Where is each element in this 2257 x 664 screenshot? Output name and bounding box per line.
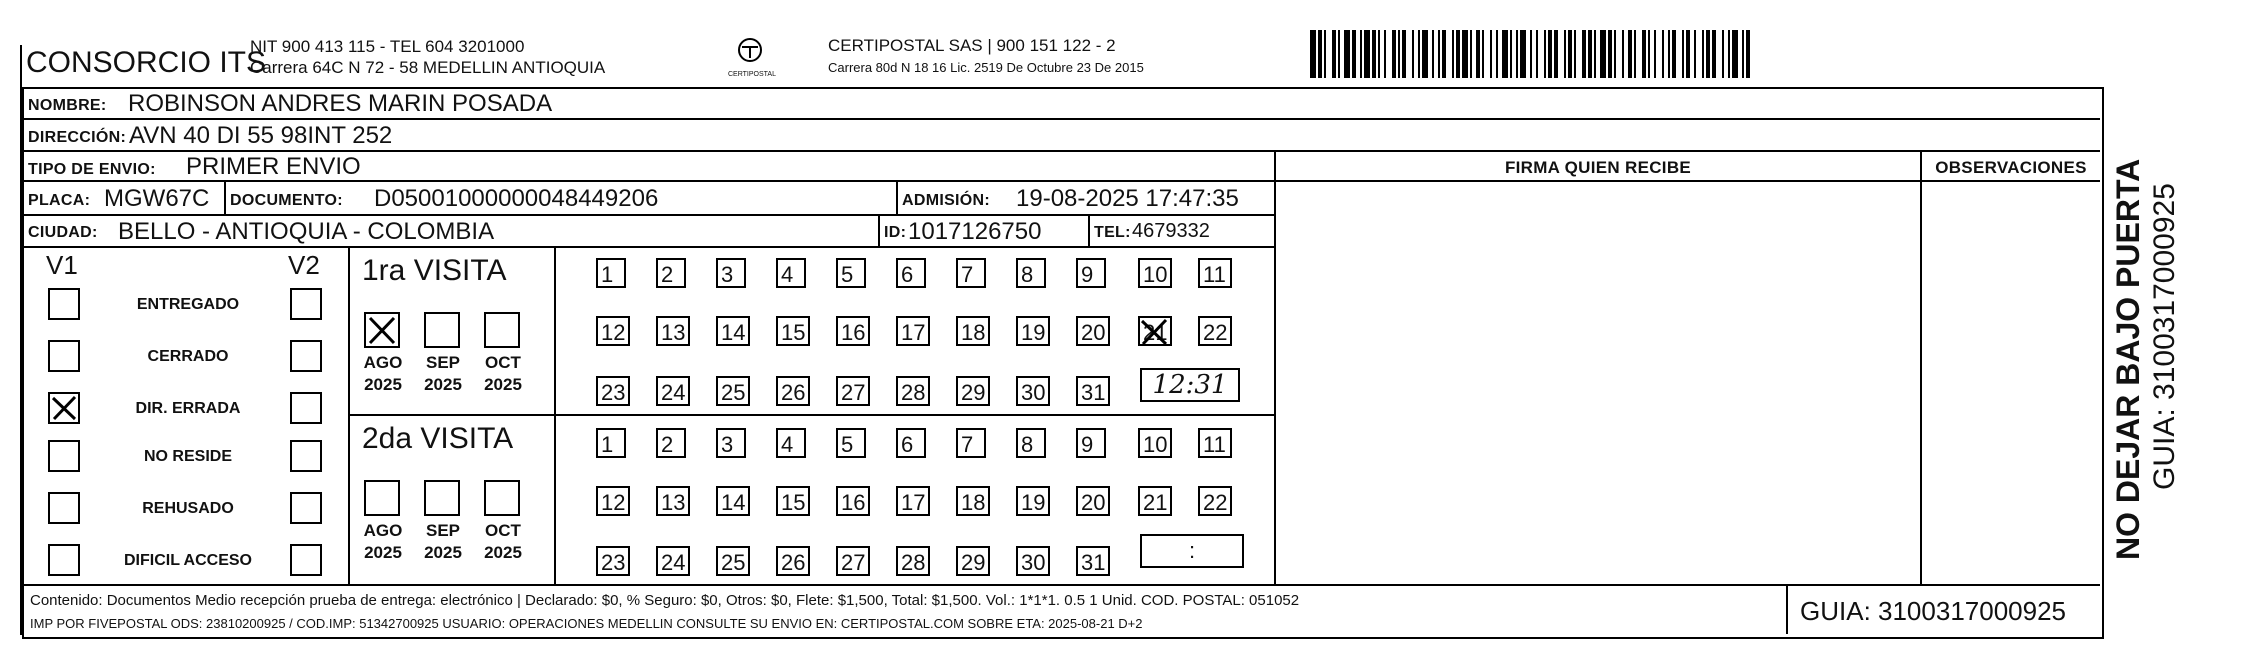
barcode [1310,30,1950,78]
month-label: AGO [363,353,403,372]
carrier-name: CERTIPOSTAL SAS | 900 151 122 - 2 [828,36,1116,55]
day-box[interactable]: 15 [776,316,810,346]
month-checkbox[interactable] [424,312,460,348]
divider [224,182,226,214]
obs-divider [1920,152,1922,584]
day-box[interactable]: 23 [596,546,630,576]
day-box[interactable]: 10 [1138,428,1172,458]
contenido-text: Contenido: Documentos Medio recepción prueba de entrega: electrónico | Declarado: $0, % Seguro: $0, Otros: $0, Flete: $1,500, Total: $1,500. Vol.: 1*1*1. 0.5 1 Unid. COD. POSTAL: 051052 [30,592,1300,609]
tipo-value: PRIMER ENVIO [186,153,361,180]
day-box[interactable]: 18 [956,486,990,516]
divider [896,182,898,214]
company-nit: NIT 900 413 115 - TEL 604 3201000 [250,37,525,56]
day-box[interactable]: 19 [1016,316,1050,346]
admision-value: 19-08-2025 17:47:35 [1016,185,1239,212]
day-box[interactable]: 16 [836,316,870,346]
row-ciudad [24,216,1274,248]
status-label: REHUSADO [142,500,234,517]
day-box[interactable]: 23 [596,376,630,406]
firma-header-line [1276,180,2100,182]
placa-value: MGW67C [104,185,210,212]
v2-checkbox[interactable] [290,440,322,472]
day-box[interactable]: 13 [656,316,690,346]
row-nombre [24,88,2100,120]
day-box[interactable]: 6 [896,258,926,288]
documento-value: D05001000000048449206 [374,185,659,212]
month-label: SEP [425,521,461,540]
v1-checkbox[interactable] [48,440,80,472]
company-address: Carrera 64C N 72 - 58 MEDELLIN ANTIOQUIA [250,58,606,77]
day-box[interactable]: 9 [1076,428,1106,458]
month-checkbox[interactable] [424,480,460,516]
status-label: DIFICIL ACCESO [123,552,252,569]
v2-checkbox[interactable] [290,392,322,424]
direccion-label: DIRECCIÓN: [28,129,127,146]
day-box[interactable]: 17 [896,486,930,516]
placa-label: PLACA: [28,192,91,209]
day-box[interactable]: 15 [776,486,810,516]
observaciones-label: OBSERVACIONES [1935,158,2087,177]
day-box[interactable]: 24 [656,546,690,576]
year-label: 2025 [424,543,462,562]
tel-label: TEL: [1094,224,1131,241]
month-label: AGO [363,521,403,540]
day-box[interactable]: 19 [1016,486,1050,516]
day-box[interactable]: 25 [716,546,750,576]
day-box[interactable]: 13 [656,486,690,516]
carrier-license: Carrera 80d N 18 16 Lic. 2519 De Octubre 23 De 2015 [828,60,1144,75]
day-box[interactable]: 20 [1076,486,1110,516]
first-visit-title: 1ra VISITA [362,254,507,287]
divider [878,216,880,246]
year-label: 2025 [484,375,522,394]
tipo-label: TIPO DE ENVIO: [28,161,156,178]
v2-label: V2 [288,250,320,280]
id-label: ID: [884,224,907,241]
day-box[interactable]: 11 [1198,428,1232,458]
day-box[interactable]: 16 [836,486,870,516]
year-label: 2025 [424,375,462,394]
day-box[interactable]: 12 [596,486,630,516]
barcode-bar [1750,30,1752,78]
day-box[interactable]: 4 [776,428,806,458]
v2-checkbox[interactable] [290,544,322,576]
v1-checkbox[interactable] [48,544,80,576]
nombre-label: NOMBRE: [28,97,107,114]
day-box[interactable]: 12 [596,316,630,346]
divider [1088,216,1090,246]
second-visit-time: : [1140,534,1244,568]
day-box[interactable]: 21 [1138,486,1172,516]
day-box[interactable]: 1 [596,258,626,288]
day-box[interactable]: 1 [596,428,626,458]
month-label: SEP [425,353,461,372]
ciudad-label: CIUDAD: [28,224,98,241]
day-box[interactable]: 8 [1016,258,1046,288]
day-box[interactable]: 2 [656,428,686,458]
day-box[interactable]: 26 [776,546,810,576]
day-box[interactable]: 22 [1198,486,1232,516]
footer-guia: GUIA: 3100317000925 [1800,596,2066,626]
v1-checkbox[interactable] [48,340,80,372]
day-box[interactable]: 7 [956,258,986,288]
day-box[interactable]: 10 [1138,258,1172,288]
imp-text: IMP POR FIVEPOSTAL ODS: 23810200925 / COD.IMP: 51342700925 USUARIO: OPERACIONES MEDELLIN CONSULTE SU ENVIO EN: CERTIPOSTAL.COM SOBRE ETA: 2025-08-21 D+2 [30,616,1143,631]
status-label: DIR. ERRADA [135,400,241,417]
month-checkbox[interactable] [364,312,400,348]
check-x-icon [50,394,78,422]
v1-checkbox[interactable] [48,492,80,524]
day-box[interactable]: 18 [956,316,990,346]
day-box[interactable]: 29 [956,546,990,576]
day-box[interactable]: 8 [1016,428,1046,458]
status-label: ENTREGADO [136,296,240,313]
day-box[interactable]: 3 [716,428,746,458]
check-x-icon [366,314,398,346]
v1-checkbox[interactable] [48,392,80,424]
v2-checkbox[interactable] [290,340,322,372]
day-box[interactable]: 25 [716,376,750,406]
check-x-icon [1140,318,1168,346]
direccion-value: AVN 40 DI 55 98INT 252 [129,122,393,149]
day-box[interactable]: 5 [836,258,866,288]
day-box[interactable]: 21 [1138,316,1172,346]
day-box[interactable]: 4 [776,258,806,288]
status-label: CERRADO [147,348,229,365]
nombre-value: ROBINSON ANDRES MARIN POSADA [128,90,553,117]
day-box[interactable]: 3 [716,258,746,288]
visits-separator [348,414,1274,416]
month-checkbox[interactable] [364,480,400,516]
day-box[interactable]: 14 [716,486,750,516]
first-visit-time: 12:31 [1140,368,1240,402]
day-box[interactable]: 30 [1016,376,1050,406]
documento-label: DOCUMENTO: [230,192,343,209]
day-box[interactable]: 27 [836,376,870,406]
year-label: 2025 [364,543,402,562]
second-visit-title: 2da VISITA [362,422,514,455]
row-direccion [24,120,2100,152]
year-label: 2025 [484,543,522,562]
company-name: CONSORCIO ITS [26,46,267,79]
visits-mid-line [554,248,556,584]
certipostal-logo [728,36,776,80]
v2-checkbox[interactable] [290,492,322,524]
no-dejar-warning: NO DEJAR BAJO PUERTA [2110,158,2146,560]
day-box[interactable]: 20 [1076,316,1110,346]
day-box[interactable]: 31 [1076,546,1110,576]
day-box[interactable]: 11 [1198,258,1232,288]
logo-text: CERTIPOSTAL [728,71,776,78]
admision-label: ADMISIÓN: [902,192,991,209]
firma-label: FIRMA QUIEN RECIBE [1504,158,1692,177]
month-checkbox[interactable] [484,480,520,516]
day-box[interactable]: 27 [836,546,870,576]
status-label: NO RESIDE [143,448,232,465]
day-box[interactable]: 29 [956,376,990,406]
v1-label: V1 [46,250,78,280]
month-label: OCT [485,353,521,372]
day-box[interactable]: 6 [896,428,926,458]
month-label: OCT [485,521,521,540]
day-box[interactable]: 28 [896,546,930,576]
ciudad-value: BELLO - ANTIOQUIA - COLOMBIA [118,218,495,245]
id-value: 1017126750 [908,218,1042,245]
day-box[interactable]: 24 [656,376,690,406]
month-checkbox[interactable] [484,312,520,348]
day-box[interactable]: 7 [956,428,986,458]
day-box[interactable]: 28 [896,376,930,406]
day-box[interactable]: 26 [776,376,810,406]
day-box[interactable]: 5 [836,428,866,458]
day-box[interactable]: 31 [1076,376,1110,406]
row-placa [24,182,1274,216]
day-box[interactable]: 14 [716,316,750,346]
v2-checkbox[interactable] [290,288,322,320]
day-box[interactable]: 22 [1198,316,1232,346]
year-label: 2025 [364,375,402,394]
v1-checkbox[interactable] [48,288,80,320]
day-box[interactable]: 9 [1076,258,1106,288]
day-box[interactable]: 17 [896,316,930,346]
side-guia: GUIA: 3100317000925 [2148,183,2181,490]
day-box[interactable]: 30 [1016,546,1050,576]
firma-column [1274,152,1276,584]
tel-value: 4679332 [1132,220,1210,242]
day-box[interactable]: 2 [656,258,686,288]
